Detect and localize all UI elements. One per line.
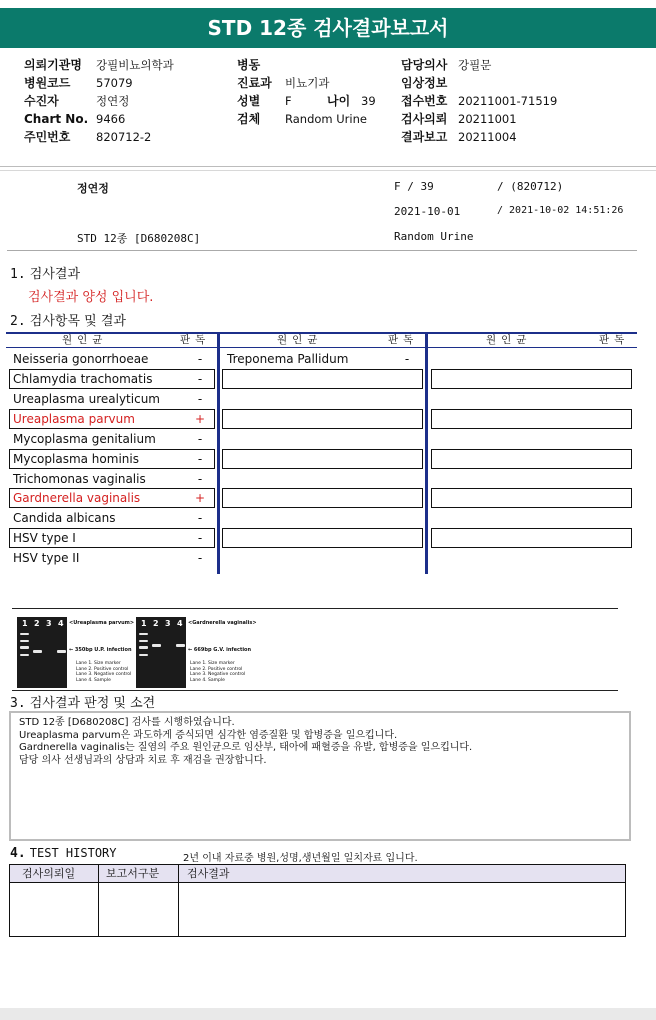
comments-box: [9, 711, 631, 841]
gel-legend-line: Lane 4. Sample: [190, 677, 225, 683]
gel-band: [139, 654, 148, 656]
judgment: -: [197, 432, 203, 446]
hdr-label: 병동: [237, 58, 261, 72]
hdr-value: 820712-2: [96, 130, 152, 144]
hdr-label: 병원코드: [24, 76, 71, 90]
section4-title: TEST HISTORY: [29, 846, 117, 860]
patient-sex-age: F / 39: [394, 180, 434, 193]
organism-name: Mycoplasma genitalium: [13, 432, 156, 446]
organism-name: Mycoplasma hominis: [13, 452, 139, 466]
gel-divider-top: [12, 608, 618, 609]
empty-row-box: [431, 409, 632, 429]
empty-row-box: [222, 528, 423, 548]
organism-name-positive: Gardnerella vaginalis: [13, 491, 141, 505]
gel-band: [139, 633, 148, 635]
hdr-label: 임상정보: [401, 76, 448, 90]
col-header-organism: 원인균: [62, 334, 108, 346]
col-header-organism: 원인균: [277, 334, 323, 346]
gel-legend-line: Lane 3. Negative control: [76, 672, 132, 677]
organism-name-positive: Ureaplasma parvum: [13, 412, 135, 426]
table-divider-2: [425, 332, 428, 574]
gel-legend-line: Lane 2. Positive control: [76, 666, 129, 672]
organism-name: Ureaplasma urealyticum: [13, 392, 160, 406]
hdr-label: Chart No.: [24, 112, 89, 126]
col-header-judgment: 판독: [388, 334, 419, 346]
organism-name: HSV type II: [13, 551, 80, 565]
gel-title: <Gardnerella vaginalis>: [188, 620, 257, 626]
section3-title: 검사결과 판정 및 소견: [29, 696, 156, 711]
hdr-value: 20211001: [458, 112, 517, 126]
hdr-value: 비뇨기과: [285, 76, 330, 90]
header-divider-2: [0, 170, 656, 171]
empty-row-box: [431, 369, 632, 389]
hdr-value: 강필비뇨의학과: [96, 58, 174, 72]
organism-name: Treponema Pallidum: [227, 352, 349, 366]
report-title: STD 12종 검사결과보고서: [0, 8, 656, 48]
gel-band: [139, 640, 148, 642]
section2-num: 2.: [10, 314, 26, 329]
positive-result-message: 검사결과 양성 입니다.: [28, 290, 154, 305]
organism-name: Chlamydia trachomatis: [13, 372, 153, 386]
section3-heading: [10, 692, 155, 711]
gel-legend-line: Lane 4. Sample: [76, 677, 111, 683]
gel-legend-line: Lane 3. Negative control: [190, 672, 246, 677]
judgment-positive: +: [194, 412, 206, 426]
gel-band: [20, 640, 29, 642]
hdr-value: F: [285, 94, 292, 108]
test-code: STD 12종 [D680208C]: [77, 232, 201, 245]
lane-number: 4: [58, 619, 64, 628]
patient-birth: / (820712): [497, 180, 564, 193]
hdr-value: 강필문: [458, 58, 492, 72]
history-col-report-type: 보고서구분: [106, 867, 160, 880]
gel-divider-bottom: [12, 690, 618, 691]
section3-num: 3.: [10, 696, 26, 711]
lane-number: 3: [165, 619, 171, 628]
judgment: -: [197, 511, 203, 525]
gel-band: [20, 646, 29, 649]
gel-band: [20, 654, 29, 656]
col-header-organism: 원인균: [486, 334, 532, 346]
lane-number: 2: [34, 619, 40, 628]
judgment: -: [197, 452, 203, 466]
judgment: -: [197, 531, 203, 545]
hdr-label: 결과보고: [401, 130, 448, 144]
hdr-value: 정연정: [96, 94, 130, 108]
section1-heading: [10, 263, 80, 282]
lane-number: 2: [153, 619, 159, 628]
report-datetime: / 2021-10-02 14:51:26: [497, 205, 624, 216]
hdr-value: 9466: [96, 112, 126, 126]
history-table-header: [9, 864, 626, 883]
judgment: -: [197, 551, 203, 565]
gel-image-ureaplasma: [17, 617, 67, 688]
history-col-request-date: 검사의뢰일: [22, 867, 76, 880]
lane-number: 1: [141, 619, 147, 628]
comment-line: Ureaplasma parvum은 과도하게 증식되면 심각한 염증질환 및 합병증을 일으킵니다.: [19, 729, 398, 741]
gel-band: [176, 644, 185, 647]
hdr-value: Random Urine: [285, 112, 367, 126]
empty-row-box: [431, 488, 632, 508]
history-col-divider: [98, 864, 99, 937]
comment-line: Gardnerella vaginalis는 질염의 주요 원인균으로 임산부, 태아에 패혈증을 유발, 합병증을 일으킵니다.: [19, 742, 473, 753]
gel-band: [33, 650, 42, 653]
lane-number: 4: [177, 619, 183, 628]
hdr-value: 57079: [96, 76, 133, 90]
judgment: -: [197, 372, 203, 386]
hdr-label: 검체: [237, 112, 261, 126]
hdr-label: 검사의뢰: [401, 112, 448, 126]
gel-band-label: ← 669bp G.V. infection: [188, 647, 252, 653]
history-note: 2년 이내 자료중 병원,성명,생년월일 일치자료 입니다.: [183, 853, 418, 864]
gel-legend-line: Lane 1. Size marker: [190, 661, 235, 666]
judgment: -: [197, 352, 203, 366]
history-col-result: 검사결과: [187, 867, 230, 880]
hdr-label: 성별: [237, 94, 261, 108]
table-divider-1: [217, 332, 220, 574]
judgment: -: [197, 472, 203, 486]
hdr-label: 담당의사: [401, 58, 448, 72]
history-col-divider: [178, 864, 179, 937]
specimen-type: Random Urine: [394, 230, 474, 243]
gel-band: [57, 650, 66, 653]
organism-name: Neisseria gonorrhoeae: [13, 352, 149, 366]
comment-line: STD 12종 [D680208C] 검사를 시행하였습니다.: [19, 717, 235, 728]
gel-legend-line: Lane 1. Size marker: [76, 661, 121, 666]
judgment-positive: +: [194, 491, 206, 505]
age-label: 나이: [327, 94, 351, 108]
age-value: 39: [361, 94, 376, 108]
organism-name: HSV type I: [13, 531, 76, 545]
empty-row-box: [222, 409, 423, 429]
header-col2: [237, 56, 376, 128]
hdr-label: 주민번호: [24, 130, 71, 144]
received-date: 2021-10-01: [394, 205, 461, 218]
empty-row-box: [222, 449, 423, 469]
patient-name: 정연정: [77, 182, 109, 195]
lane-number: 3: [46, 619, 52, 628]
gel-legend: [190, 661, 245, 683]
gel-legend-line: Lane 2. Positive control: [190, 666, 243, 672]
organism-name: Candida albicans: [13, 511, 116, 525]
footer-strip: [0, 1008, 656, 1020]
hdr-label: 접수번호: [401, 94, 448, 108]
hdr-label: 수진자: [24, 94, 59, 108]
section2-title: 검사항목 및 결과: [29, 314, 126, 329]
section4-num: 4.: [10, 846, 26, 861]
gel-band: [139, 646, 148, 649]
gel-band-label: ← 350bp U.P. infection: [69, 647, 132, 653]
organism-name: Trichomonas vaginalis: [13, 472, 146, 486]
header-divider: [0, 166, 656, 167]
judgment: -: [404, 352, 410, 366]
header-col1: [24, 56, 174, 146]
section2-heading: [10, 310, 126, 329]
gel-legend: [76, 661, 131, 683]
empty-row-box: [222, 369, 423, 389]
empty-row-box: [431, 449, 632, 469]
header-col3: [401, 56, 557, 146]
col-header-judgment: 판독: [180, 334, 211, 346]
section1-num: 1.: [10, 267, 26, 282]
hdr-label: 진료과: [237, 76, 272, 90]
hdr-value: 20211001-71519: [458, 94, 558, 108]
empty-row-box: [222, 488, 423, 508]
judgment: -: [197, 392, 203, 406]
col-header-judgment: 판독: [599, 334, 630, 346]
section4-heading: [10, 846, 117, 861]
gel-image-gardnerella: [136, 617, 186, 688]
table-header-rule: [6, 347, 637, 348]
gel-band: [20, 633, 29, 635]
hdr-label: 의뢰기관명: [24, 58, 82, 72]
lane-number: 1: [22, 619, 28, 628]
gel-band: [152, 644, 161, 647]
comment-line: 담당 의사 선생님과의 상담과 치료 후 재검을 권장합니다.: [19, 754, 267, 766]
patient-divider: [7, 250, 637, 251]
gel-title: <Ureaplasma parvum>: [69, 620, 135, 626]
hdr-value: 20211004: [458, 130, 517, 144]
empty-row-box: [431, 528, 632, 548]
section1-title: 검사결과: [29, 267, 81, 282]
